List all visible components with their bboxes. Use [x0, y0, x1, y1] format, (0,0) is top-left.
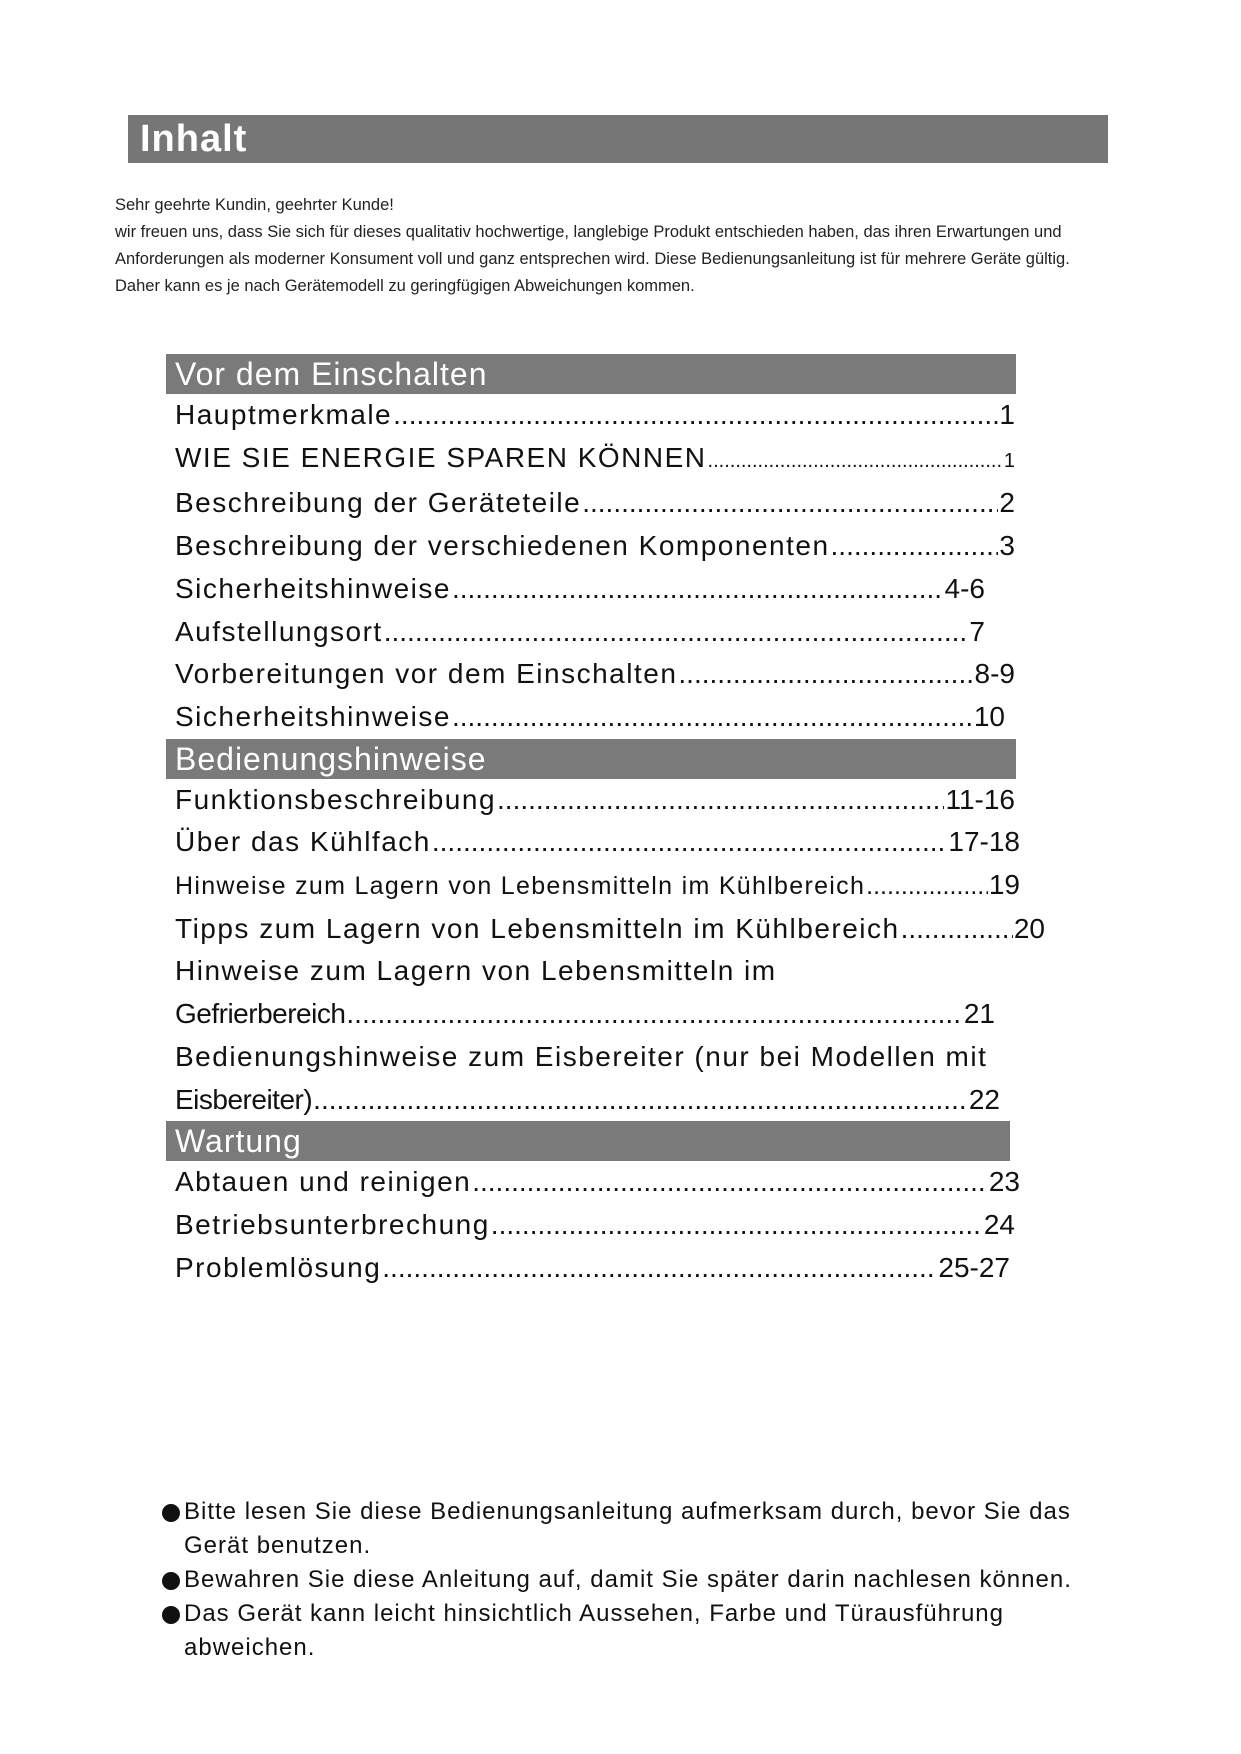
- toc-entry-page: 2: [999, 487, 1015, 519]
- toc-entry-page: 24: [983, 1208, 1015, 1240]
- note-text: Das Gerät kann leicht hinsichtlich Aussehen, Farbe und Türausführung abweichen.: [184, 1600, 1004, 1661]
- toc-entry-page: 23: [988, 1166, 1020, 1198]
- intro-text: [115, 192, 1135, 300]
- toc-entry-label: Tipps zum Lagern von Lebensmitteln im Kühlbereich: [175, 912, 900, 944]
- toc-entry-page: 3: [999, 530, 1015, 562]
- toc-leader-dots: [582, 482, 998, 525]
- toc-entry-page: 17-18: [948, 826, 1020, 858]
- toc-entry-label: Eisbereiter): [175, 1083, 313, 1115]
- note-item: [162, 1597, 1162, 1665]
- toc-entry[interactable]: [175, 908, 1045, 951]
- note-item: [162, 1563, 1162, 1597]
- toc-entry[interactable]: [175, 1204, 1015, 1247]
- intro-line: Sehr geehrte Kundin, geehrter Kunde!: [115, 196, 394, 214]
- toc-entry-label: WIE SIE ENERGIE SPAREN KÖNNEN: [175, 441, 707, 473]
- toc-entry-page: 1: [999, 399, 1015, 430]
- toc-leader-dots: [452, 568, 944, 611]
- toc-entry-label: Bedienungshinweise zum Eisbereiter (nur bei Modellen mit: [175, 1040, 988, 1072]
- toc-entry[interactable]: [175, 696, 1005, 739]
- toc-entry-page: 22: [968, 1083, 1000, 1115]
- toc-entry[interactable]: [175, 653, 1015, 696]
- toc-entry-page: 21: [963, 998, 995, 1030]
- toc-entry-page: 11-16: [945, 783, 1015, 815]
- toc-leader-dots: [452, 696, 973, 739]
- toc-entry-label: Aufstellungsort: [175, 615, 383, 647]
- toc-leader-dots: [393, 394, 998, 437]
- toc-entry[interactable]: [175, 525, 1015, 568]
- toc-entry-page: 4-6: [944, 572, 985, 604]
- toc-leader-dots: [831, 525, 999, 568]
- toc-entry-label: Sicherheitshinweise: [175, 700, 451, 732]
- toc-entry-label: Hauptmerkmale: [175, 399, 393, 430]
- toc-entry[interactable]: [175, 779, 1015, 822]
- note-text: Bewahren Sie diese Anleitung auf, damit Sie später darin nachlesen können.: [184, 1566, 1072, 1593]
- toc-leader-dots: [346, 993, 962, 1036]
- usage-notes: [162, 1495, 1162, 1665]
- page-title: Inhalt: [128, 115, 1108, 163]
- section-header-bedienungshinweise: Bedienungshinweise: [166, 739, 1016, 779]
- toc-entry-page: 7: [969, 615, 985, 647]
- toc-leader-dots: [432, 821, 948, 864]
- toc-entry-page: 1: [1003, 449, 1015, 472]
- toc-entry[interactable]: [175, 993, 995, 1036]
- toc-entry-label: Betriebsunterbrechung: [175, 1208, 490, 1240]
- toc-entry[interactable]: [175, 1161, 1020, 1204]
- toc-leader-dots: [708, 440, 1003, 483]
- toc-entry-label: Abtauen und reinigen: [175, 1166, 472, 1198]
- toc-entry[interactable]: [175, 821, 1020, 864]
- toc-entry-first-line: [175, 950, 1015, 993]
- toc-entry[interactable]: [175, 482, 1015, 525]
- intro-line: wir freuen uns, dass Sie sich für dieses qualitativ hochwertige, langlebige Produkt entschieden haben, das ihren Erwartungen und: [115, 223, 1062, 241]
- toc-leader-dots: [382, 1247, 937, 1290]
- intro-line: Daher kann es je nach Gerätemodell zu geringfügigen Abweichungen kommen.: [115, 277, 695, 295]
- toc-entry[interactable]: [175, 437, 1015, 483]
- bullet-icon: [162, 1504, 180, 1522]
- toc-entry-label: Hinweise zum Lagern von Lebensmitteln im: [175, 955, 777, 987]
- toc-entry-label: Problemlösung: [175, 1251, 382, 1283]
- toc-entry[interactable]: [175, 1079, 1000, 1122]
- toc-entry-label: Hinweise zum Lagern von Lebensmitteln im Kühlbereich: [175, 872, 866, 901]
- toc-entry-page: 20: [1013, 912, 1045, 944]
- toc-leader-dots: [384, 611, 969, 654]
- toc-entry-page: 10: [973, 700, 1005, 732]
- toc-entry-label: Sicherheitshinweise: [175, 572, 451, 604]
- toc-leader-dots: [866, 865, 988, 908]
- note-item: [162, 1495, 1162, 1563]
- toc-leader-dots: [901, 908, 1013, 951]
- toc-leader-dots: [472, 1161, 988, 1204]
- toc-entry[interactable]: [175, 568, 985, 611]
- intro-line: Anforderungen als moderner Konsument voll und ganz entsprechen wird. Diese Bedienungsanleitung ist für mehrere Geräte gültig.: [115, 250, 1070, 268]
- bullet-icon: [162, 1606, 180, 1624]
- toc-leader-dots: [497, 779, 944, 822]
- toc-entry[interactable]: [175, 864, 1020, 908]
- toc-leader-dots: [313, 1079, 968, 1122]
- toc-entry-label: Beschreibung der Geräteteile: [175, 487, 582, 519]
- section-header-wartung: Wartung: [166, 1121, 1010, 1161]
- note-text: Bitte lesen Sie diese Bedienungsanleitung aufmerksam durch, bevor Sie das Gerät benutzen.: [184, 1498, 1071, 1559]
- toc-entry[interactable]: [175, 1247, 1010, 1290]
- bullet-icon: [162, 1572, 180, 1590]
- toc-entry-first-line: [175, 1036, 1015, 1079]
- toc-entry-page: 19: [988, 869, 1020, 901]
- toc-entry-page: 25-27: [938, 1251, 1010, 1283]
- toc-entry[interactable]: [175, 394, 1015, 437]
- toc-entry-label: Beschreibung der verschiedenen Komponenten: [175, 530, 830, 562]
- toc-entry-label: Funktionsbeschreibung: [175, 783, 497, 815]
- toc-entry-label: Vorbereitungen vor dem Einschalten: [175, 658, 678, 690]
- table-of-contents: [166, 354, 1045, 1289]
- toc-entry-label: Über das Kühlfach: [175, 826, 431, 858]
- toc-entry-label: Gefrierbereich: [175, 998, 346, 1030]
- toc-leader-dots: [678, 653, 973, 696]
- toc-leader-dots: [491, 1204, 983, 1247]
- section-header-vor-dem-einschalten: Vor dem Einschalten: [166, 354, 1016, 394]
- toc-entry-page: 8-9: [974, 658, 1015, 690]
- toc-entry[interactable]: [175, 611, 985, 654]
